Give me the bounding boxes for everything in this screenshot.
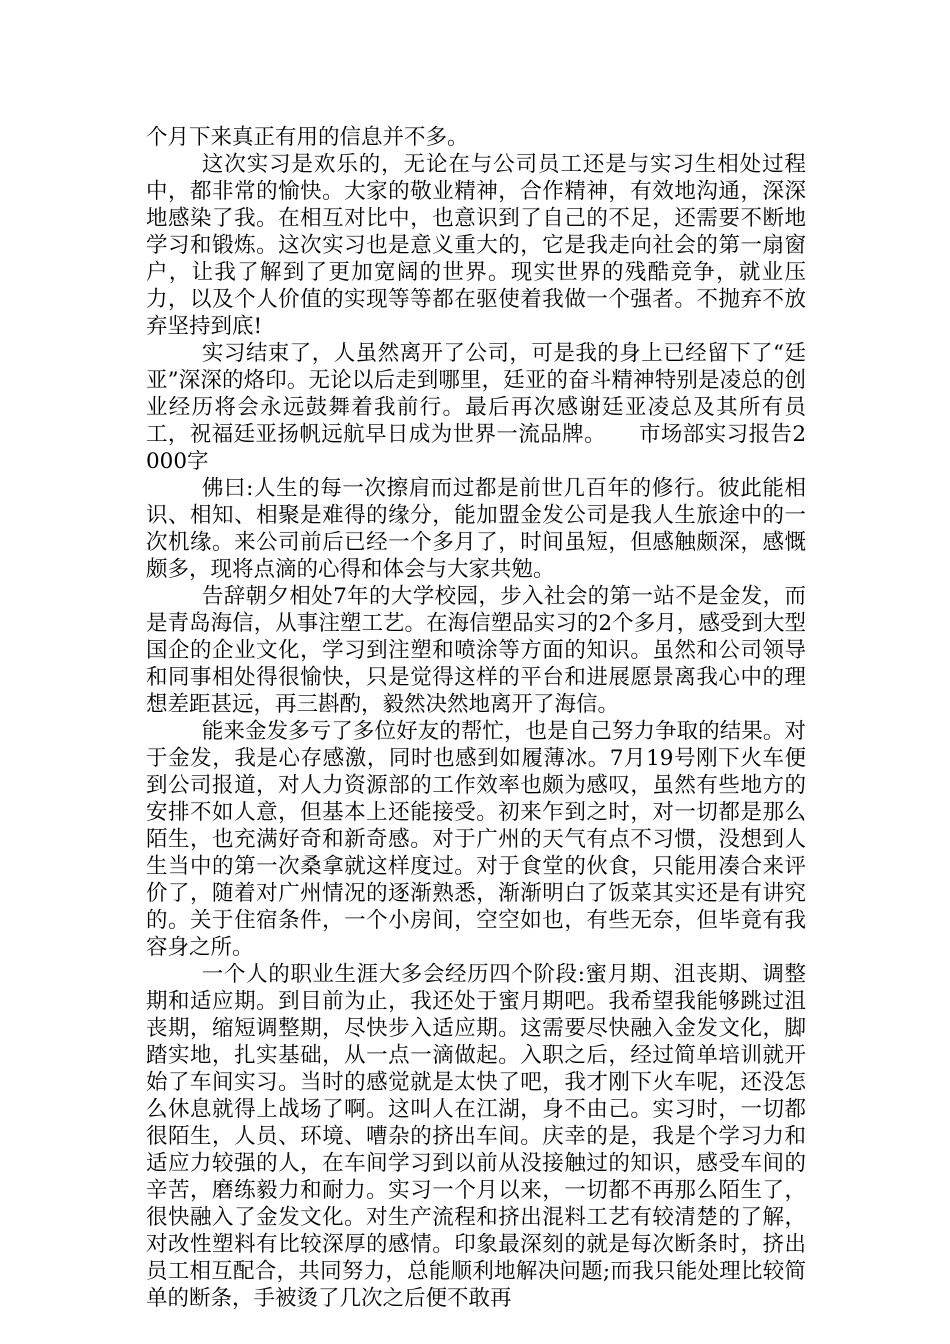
document-page <box>146 124 806 1312</box>
paragraph: 一个人的职业生涯大多会经历四个阶段:蜜月期、沮丧期、调整期和适应期。到目前为止，我还处于蜜月期吧。我希望我能够跳过沮丧期，缩短调整期，尽快步入适应期。这需要尽快融入金发文化，脚踏实地，扎实基础，从一点一滴做起。入职之后，经过简单培训就开始了车间实习。当时的感觉就是太快了吧，我才刚下火车呢，还没怎么休息就得上战场了啊。这叫人在江湖，身不由己。实习时，一切都很陌生，人员、环境、嘈杂的挤出车间。庆幸的是，我是个学习力和适应力较强的人，在车间学习到以前从没接触过的知识，感受车间的辛苦，磨练毅力和耐力。实习一个月以来，一切都不再那么陌生了，很快融入了金发文化。对生产流程和挤出混料工艺有较清楚的了解，对改性塑料有比较深厚的感情。印象最深刻的就是每次断条时，挤出员工相互配合，共同努力，总能顺利地解决问题;而我只能处理比较简单的断条，手被烫了几次之后便不敢再 <box>146 962 806 1311</box>
paragraph: 告辞朝夕相处7年的大学校园，步入社会的第一站不是金发，而是青岛海信，从事注塑工艺。在海信塑品实习的2个多月，感受到大型国企的企业文化，学习到注塑和喷涂等方面的知识。虽然和公司领导和同事相处得很愉快，只是觉得这样的平台和进展愿景离我心中的理想差距甚远，再三斟酌，毅然决然地离开了海信。 <box>146 584 806 717</box>
paragraph: 佛曰:人生的每一次擦肩而过都是前世几百年的修行。彼此能相识、相知、相聚是难得的缘分，能加盟金发公司是我人生旅途中的一次机缘。来公司前后已经一个多月了，时间虽短，但感触颇深，感慨颇多，现将点滴的心得和体会与大家共勉。 <box>146 476 806 582</box>
paragraph: 能来金发多亏了多位好友的帮忙，也是自己努力争取的结果。对于金发，我是心存感激，同时也感到如履薄冰。7月19号刚下火车便到公司报道，对人力资源部的工作效率也颇为感叹，虽然有些地方的安排不如人意，但基本上还能接受。初来乍到之时，对一切都是那么陌生，也充满好奇和新奇感。对于广州的天气有点不习惯，没想到人生当中的第一次桑拿就这样度过。对于食堂的伙食，只能用凑合来评价了，随着对广州情况的逐渐熟悉，渐渐明白了饭菜其实还是有讲究的。关于住宿条件，一个小房间，空空如也，有些无奈，但毕竟有我容身之所。 <box>146 719 806 960</box>
paragraph: 实习结束了，人虽然离开了公司，可是我的身上已经留下了“廷亚”深深的烙印。无论以后走到哪里，廷亚的奋斗精神特别是凌总的创业经历将会永远鼓舞着我前行。最后再次感谢廷亚凌总及其所有员工，祝福廷亚扬帆远航早日成为世界一流品牌。 市场部实习报告2000字 <box>146 341 806 474</box>
paragraph: 这次实习是欢乐的，无论在与公司员工还是与实习生相处过程中，都非常的愉快。大家的敬业精神，合作精神，有效地沟通，深深地感染了我。在相互对比中，也意识到了自己的不足，还需要不断地学习和锻炼。这次实习也是意义重大的，它是我走向社会的第一扇窗户，让我了解到了更加宽阔的世界。现实世界的残酷竞争，就业压力，以及个人价值的实现等等都在驱使着我做一个强者。不抛弃不放弃坚持到底! <box>146 152 806 339</box>
paragraph: 个月下来真正有用的信息并不多。 <box>146 125 469 150</box>
